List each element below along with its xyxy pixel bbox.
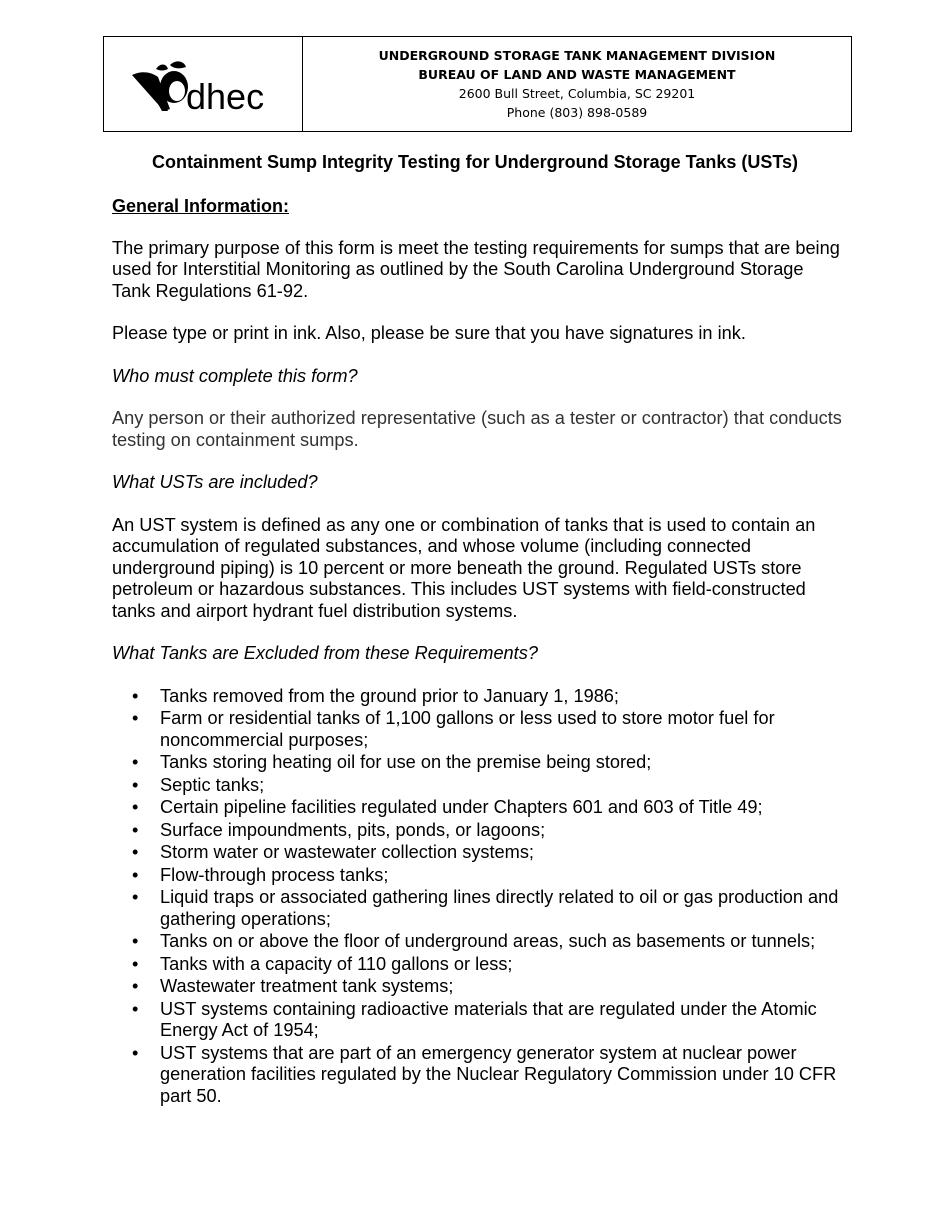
list-item: • UST systems containing radioactive materials that are regulated under the Atomic Energy Act of 1954;	[132, 998, 817, 1040]
included-answer: An UST system is defined as any one or combination of tanks that is used to contain an accumulation of regulated substances, and whose volume (including connected underground piping) is 10 percent or more beneath the ground. Regulated USTs store petroleum or hazardous substances. This includes UST systems with field-constructed tanks and airport hydrant fuel distribution systems.	[112, 514, 816, 621]
list-item: • Flow-through process tanks;	[132, 864, 389, 885]
bullet-icon: •	[132, 797, 139, 817]
bullet-icon: •	[132, 685, 139, 706]
instructions-paragraph: Please type or print in ink. Also, please be sure that you have signatures in ink.	[112, 323, 746, 343]
bullet-icon: •	[132, 887, 139, 907]
page-title: Containment Sump Integrity Testing for Underground Storage Tanks (USTs)	[151, 152, 799, 172]
list-item: • Tanks with a capacity of 110 gallons or less;	[132, 953, 513, 974]
agency-address: 2600 Bull Street, Columbia, SC 29201	[458, 86, 696, 101]
purpose-paragraph: The primary purpose of this form is meet the testing requirements for sumps that are being used for Interstitial Monitoring as outlined by the South Carolina Underground Storage Tank Regulations 61-92.	[112, 237, 840, 301]
division-name: UNDERGROUND STORAGE TANK MANAGEMENT DIVISION	[378, 48, 776, 63]
bullet-icon: •	[132, 864, 139, 885]
bullet-icon: •	[132, 998, 139, 1019]
list-item: • Tanks removed from the ground prior to January 1, 1986;	[132, 685, 619, 706]
list-item: • Tanks on or above the floor of underground areas, such as basements or tunnels;	[132, 931, 816, 951]
bullet-icon: •	[132, 976, 139, 996]
bullet-icon: •	[132, 752, 139, 772]
general-information-heading: General Information:	[112, 196, 290, 216]
list-item: • Wastewater treatment tank systems;	[132, 976, 454, 996]
list-item: • Storm water or wastewater collection systems;	[132, 842, 534, 862]
who-question: Who must complete this form?	[112, 365, 358, 386]
bullet-icon: •	[132, 708, 139, 728]
logo-cell	[104, 37, 303, 131]
list-item: • Farm or residential tanks of 1,100 gallons or less used to store motor fuel for noncommercial purposes;	[132, 708, 775, 750]
excluded-list	[112, 686, 842, 1108]
agency-phone: Phone (803) 898-0589	[506, 105, 648, 120]
list-item: • Liquid traps or associated gathering lines directly related to oil or gas production and gathering operations;	[132, 887, 839, 929]
bullet-icon: •	[132, 774, 139, 795]
who-answer: Any person or their authorized representative (such as a tester or contractor) that conducts testing on containment sumps.	[112, 408, 842, 450]
logo-text: dhec	[186, 76, 265, 117]
list-item: • Certain pipeline facilities regulated under Chapters 601 and 603 of Title 49;	[132, 797, 763, 817]
bullet-icon: •	[132, 1042, 139, 1063]
bullet-icon: •	[132, 842, 139, 862]
excluded-question: What Tanks are Excluded from these Requirements?	[112, 643, 538, 663]
document-body	[112, 196, 842, 1108]
list-item: • Surface impoundments, pits, ponds, or lagoons;	[132, 819, 546, 840]
list-item: • UST systems that are part of an emergency generator system at nuclear power generation facilities regulated by the Nuclear Regulatory Commission under 10 CFR part 50.	[132, 1042, 837, 1106]
bullet-icon: •	[132, 931, 139, 951]
letterhead-box	[103, 36, 852, 132]
dhec-logo	[130, 57, 280, 117]
bureau-name: BUREAU OF LAND AND WASTE MANAGEMENT	[418, 67, 736, 82]
list-item: • Septic tanks;	[132, 774, 265, 795]
bullet-icon: •	[132, 819, 139, 840]
agency-info	[303, 37, 851, 131]
bullet-icon: •	[132, 953, 139, 974]
included-question: What USTs are included?	[112, 472, 318, 492]
list-item: • Tanks storing heating oil for use on the premise being stored;	[132, 752, 652, 772]
